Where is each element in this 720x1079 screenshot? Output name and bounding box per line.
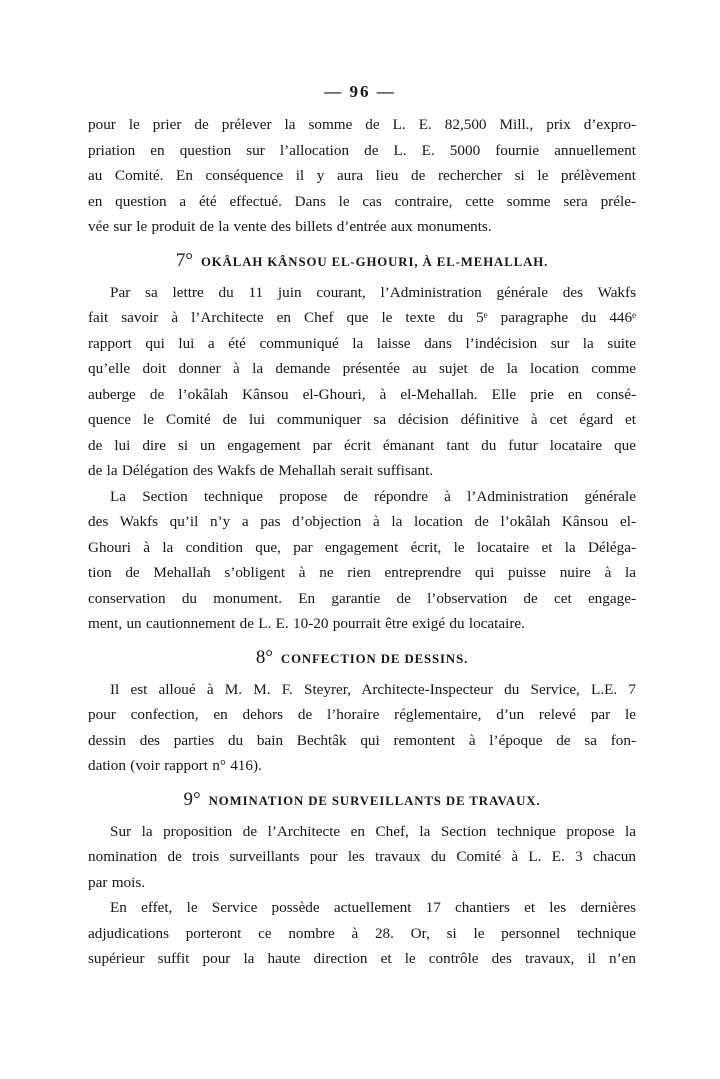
section-number: 9° [183,788,201,810]
text-line: Par sa lettre du 11 juin courant, l’Administration générale des Wakfs [110,283,636,301]
section-title: OKÂLAH KÂNSOU EL-GHOURI, À EL-MEHALLAH. [200,254,549,269]
paragraph [88,895,636,972]
section-number: 7° [175,249,193,271]
text-line: au Comité. En conséquence il y aura lieu de rechercher si le prélèvement [88,167,636,184]
section-heading [88,646,636,670]
text-line: par mois. [88,873,146,891]
text-line: ment, un cautionnement de L. E. 10-20 pourrait être exigé du locataire. [88,615,525,632]
text-line: des Wakfs qu’il n’y a pas d’objection à la location de l’okâlah Kânsou el- [88,513,636,530]
text-line: auberge de l’okâlah Kânsou el-Ghouri, à el-Mehallah. Elle prie en consé- [88,385,636,403]
text-line: qu’elle doit donner à la demande présentée au sujet de la location comme [88,360,636,377]
text-line: quence le Comité de lui communiquer sa décision définitive à cet égard et [88,411,636,428]
section-number: 8° [255,646,273,668]
page-number-header: — 96 — [324,82,396,101]
text-line: Ghouri à la condition que, par engagement écrit, le locataire et la Déléga- [88,538,636,556]
section-heading [88,788,636,812]
text-line: conservation du monument. En garantie de l’observation de cet engage- [88,589,636,607]
text-line: En effet, le Service possède actuellement 17 chantiers et les dernières [110,899,636,916]
text-line: dation (voir rapport n° 416). [88,757,262,774]
text-line: Il est alloué à M. M. F. Steyrer, Architecte-Inspecteur du Service, L.E. 7 [110,680,636,698]
section-title: NOMINATION DE SURVEILLANTS DE TRAVAUX. [208,793,541,808]
text-line: priation en question sur l’allocation de L. E. 5000 fournie annuellement [88,141,636,159]
text-line: de lui dire si un engagement par écrit émanant tant du futur locataire que [88,436,636,454]
text-line: rapport qui lui a été communiqué la laisse dans l’indécision sur la suite [88,334,636,352]
text-line: adjudications porteront ce nombre à 28. Or, si le personnel technique [88,924,636,942]
text-line: La Section technique propose de répondre à l’Administration générale [110,487,636,505]
text-line: en question a été effectué. Dans le cas contraire, cette somme sera préle- [88,192,636,210]
text-line: Sur la proposition de l’Architecte en Chef, la Section technique propose la [110,822,636,840]
text-line: de la Délégation des Wakfs de Mehallah serait suffisant. [88,462,434,479]
text-line: fait savoir à l’Architecte en Chef que le texte du 5ᵉ paragraphe du 446ᵉ [88,309,636,326]
section-title: CONFECTION DE DESSINS. [280,651,469,666]
paragraph [88,112,636,240]
text-line: tion de Mehallah s’obligent à ne rien entreprendre qui puisse nuire à la [88,564,636,581]
text-line: pour confection, en dehors de l’horaire réglementaire, d’un relevé par le [88,706,636,723]
text-line: pour le prier de prélever la somme de L. E. 82,500 Mill., prix d’expro- [88,116,636,133]
paragraph [88,484,636,637]
section-heading [88,249,636,273]
text-line: supérieur suffit pour la haute direction et le contrôle des travaux, il n’en [88,950,636,967]
paragraph [88,819,636,896]
text-line: dessin des parties du bain Bechtâk qui remontent à l’époque de sa fon- [88,731,636,749]
paragraph [88,677,636,779]
text-block [88,112,636,972]
text-line: vée sur le produit de la vente des billets d’entrée aux monuments. [88,218,492,235]
text-line: nomination de trois surveillants pour les travaux du Comité à L. E. 3 chacun [88,848,636,865]
paragraph [88,280,636,484]
